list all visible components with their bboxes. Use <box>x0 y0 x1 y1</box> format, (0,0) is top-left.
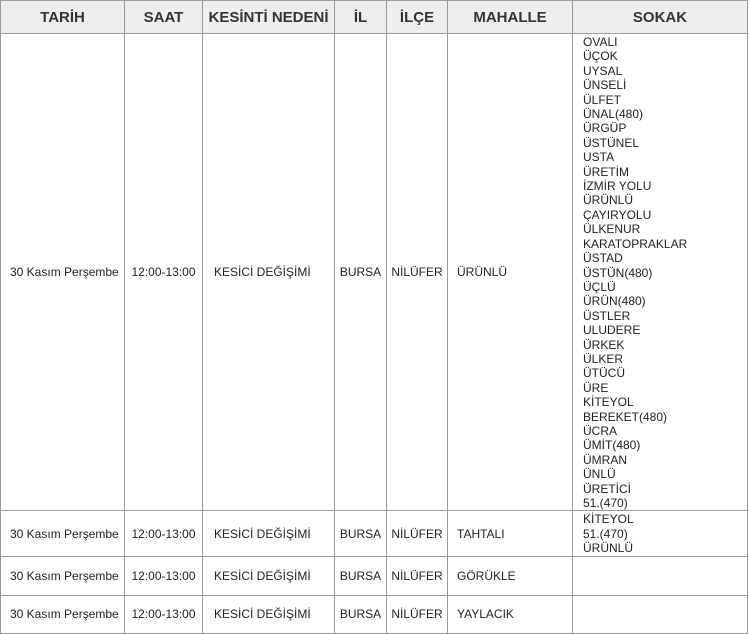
cell-il: BURSA <box>335 34 387 511</box>
street-item: İZMİR YOLU <box>583 179 652 194</box>
header-sokak: SOKAK <box>573 1 748 34</box>
street-item: UYSAL <box>583 63 623 78</box>
street-item: ÜSTÜNEL <box>583 135 640 150</box>
table-row <box>1 556 748 595</box>
street-list <box>583 511 747 555</box>
cell-sokak <box>573 34 748 511</box>
cell-kesinti-nedeni: KESİCİ DEĞİŞİMİ <box>203 34 335 511</box>
cell-il: BURSA <box>335 511 387 556</box>
street-item: ÇAYIRYOLU <box>583 207 652 222</box>
cell-ilce: NİLÜFER <box>387 595 448 633</box>
street-item: 51.(470) <box>583 496 628 510</box>
street-item: ÜRETİM <box>583 164 629 179</box>
street-item: ÜRÜN(480) <box>583 294 646 309</box>
table-row <box>1 34 748 511</box>
cell-kesinti-nedeni: KESİCİ DEĞİŞİMİ <box>203 511 335 556</box>
header-saat: SAAT <box>125 1 203 34</box>
cell-ilce: NİLÜFER <box>387 511 448 556</box>
cell-saat: 12:00-13:00 <box>125 595 203 633</box>
cell-saat: 12:00-13:00 <box>125 511 203 556</box>
street-item: KARATOPRAKLAR <box>583 236 688 251</box>
street-item: ÜRE <box>583 380 609 395</box>
street-list <box>583 34 747 510</box>
street-item: ÜRKEK <box>583 337 625 352</box>
cell-sokak <box>573 511 748 556</box>
cell-saat: 12:00-13:00 <box>125 556 203 595</box>
street-item: BEREKET(480) <box>583 409 668 424</box>
cell-ilce: NİLÜFER <box>387 556 448 595</box>
header-kesinti-nedeni: KESİNTİ NEDENİ <box>203 1 335 34</box>
street-item: ULUDERE <box>583 323 641 338</box>
table-row <box>1 595 748 633</box>
cell-sokak <box>573 595 748 633</box>
cell-tarih: 30 Kasım Perşembe <box>1 34 125 511</box>
cell-tarih: 30 Kasım Perşembe <box>1 556 125 595</box>
street-item: 51.(470) <box>583 526 628 541</box>
cell-mahalle: TAHTALI <box>448 511 573 556</box>
header-mahalle: MAHALLE <box>448 1 573 34</box>
street-item: ÜÇOK <box>583 49 618 64</box>
street-item: ÜLKER <box>583 351 624 366</box>
cell-il: BURSA <box>335 556 387 595</box>
street-item: ÜLFET <box>583 92 622 107</box>
cell-sokak <box>573 556 748 595</box>
street-item: ÜSTAD <box>583 251 623 266</box>
cell-tarih: 30 Kasım Perşembe <box>1 595 125 633</box>
street-item: ÜRÜNLÜ <box>583 541 634 556</box>
cell-tarih: 30 Kasım Perşembe <box>1 511 125 556</box>
street-item: ÜTÜCÜ <box>583 366 625 381</box>
table-row <box>1 511 748 556</box>
street-item: ÜNLÜ <box>583 467 616 482</box>
street-item: ÜMİT(480) <box>583 438 641 453</box>
street-item: OVALI <box>583 35 618 49</box>
cell-mahalle: ÜRÜNLÜ <box>448 34 573 511</box>
street-item: KİTEYOL <box>583 512 634 527</box>
street-item: ÜNSELİ <box>583 78 627 93</box>
street-item: KİTEYOL <box>583 395 634 410</box>
street-item: ÜRGÜP <box>583 121 627 136</box>
cell-ilce: NİLÜFER <box>387 34 448 511</box>
header-ilce: İLÇE <box>387 1 448 34</box>
header-tarih: TARİH <box>1 1 125 34</box>
street-item: ÜSTLER <box>583 308 631 323</box>
street-item: ÜNAL(480) <box>583 107 644 122</box>
street-item: ÜLKENUR <box>583 222 641 237</box>
street-item: ÜMRAN <box>583 452 627 467</box>
header-il: İL <box>335 1 387 34</box>
street-item: ÜCRA <box>583 423 618 438</box>
cell-saat: 12:00-13:00 <box>125 34 203 511</box>
street-item: ÜRETİCİ <box>583 481 631 496</box>
street-item: ÜSTÜN(480) <box>583 265 653 280</box>
cell-mahalle: YAYLACIK <box>448 595 573 633</box>
street-list <box>583 596 747 597</box>
table-header-row <box>1 1 748 34</box>
cell-kesinti-nedeni: KESİCİ DEĞİŞİMİ <box>203 556 335 595</box>
street-item: USTA <box>583 150 615 165</box>
street-item: ÜÇLÜ <box>583 279 616 294</box>
street-list <box>583 557 747 558</box>
cell-kesinti-nedeni: KESİCİ DEĞİŞİMİ <box>203 595 335 633</box>
cell-il: BURSA <box>335 595 387 633</box>
cell-mahalle: GÖRÜKLE <box>448 556 573 595</box>
street-item: ÜRÜNLÜ <box>583 193 634 208</box>
